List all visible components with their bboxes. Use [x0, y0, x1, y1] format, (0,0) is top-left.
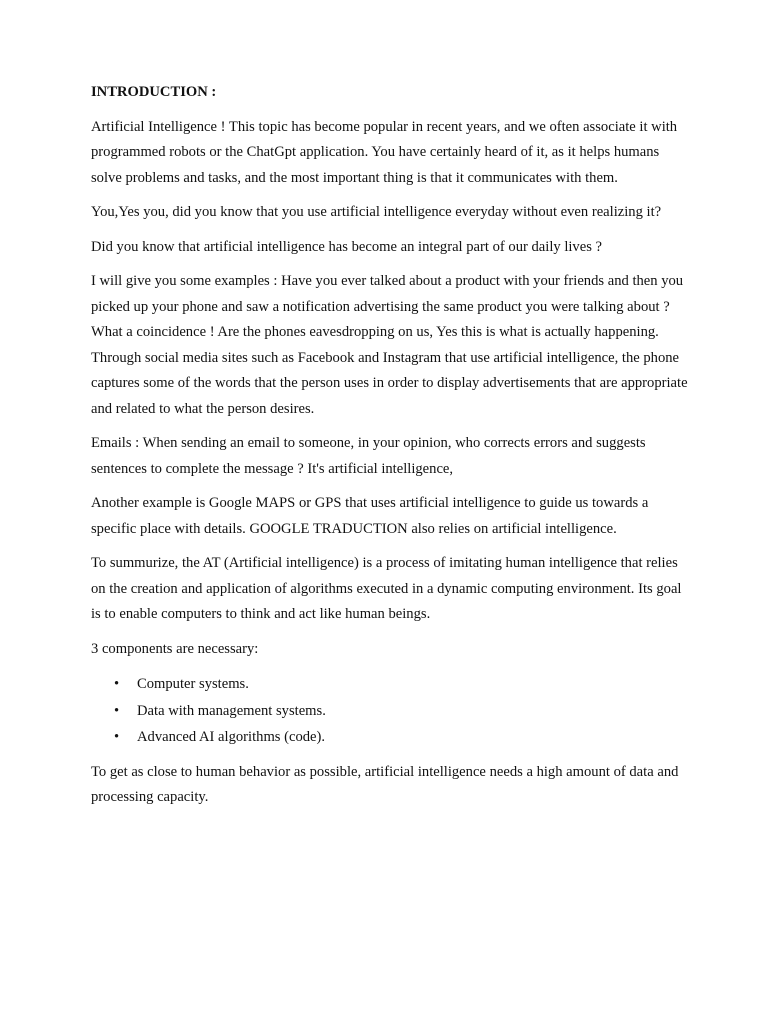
paragraph-closing: To get as close to human behavior as possible, artificial intelligence needs a high amount of data and processing capacity.: [91, 763, 679, 805]
document-page: [91, 80, 691, 820]
section-heading: INTRODUCTION :: [91, 84, 217, 100]
paragraph-question-daily-lives: Did you know that artificial intelligence has become an integral part of our daily lives ?: [91, 238, 603, 255]
list-item-text: Computer systems.: [137, 676, 249, 692]
paragraph-components-intro: 3 components are necessary:: [91, 640, 259, 657]
bullet-icon: •: [114, 729, 120, 745]
paragraph-emails: Emails : When sending an email to someone, in your opinion, who corrects errors and suggests sentences to complete the message ? It's artificial intelligence,: [91, 435, 646, 477]
paragraph-examples: I will give you some examples : Have you ever talked about a product with your friends and then you picked up your phone and saw a notification advertising the same product you were talking about ? What a coincidence ! Are the phones eavesdropping on us, Yes this is what is actually happening. Through social media sites such as Facebook and Instagram that use artificial intelligence, the phone captures some of the words that the person uses in order to display advertisements that are appropriate and related to what the person desires.: [91, 273, 688, 417]
bullet-icon: •: [114, 676, 120, 692]
list-item-text: Data with management systems.: [137, 702, 326, 719]
bullet-icon: •: [114, 702, 120, 719]
paragraph-question-everyday: You,Yes you, did you know that you use artificial intelligence everyday without even realizing it?: [91, 204, 662, 220]
list-item: [91, 698, 691, 725]
paragraph-summary: To summurize, the AT (Artificial intelligence) is a process of imitating human intelligence that relies on the creation and application of algorithms executed in a dynamic computing environment. Its goal is to enable computers to think and act like human beings.: [91, 555, 682, 622]
paragraph-intro: Artificial Intelligence ! This topic has become popular in recent years, and we often associate it with programmed robots or the ChatGpt application. You have certainly heard of it, as it helps humans solve problems and tasks, and the most important thing is that it communicates with them.: [91, 118, 678, 186]
list-item: [91, 724, 691, 751]
list-item-text: Advanced AI algorithms (code).: [137, 729, 326, 745]
components-list: [91, 671, 691, 751]
list-item: [91, 671, 691, 698]
paragraph-maps: Another example is Google MAPS or GPS that uses artificial intelligence to guide us towards a specific place with details. GOOGLE TRADUCTION also relies on artificial intelligence.: [91, 495, 649, 537]
